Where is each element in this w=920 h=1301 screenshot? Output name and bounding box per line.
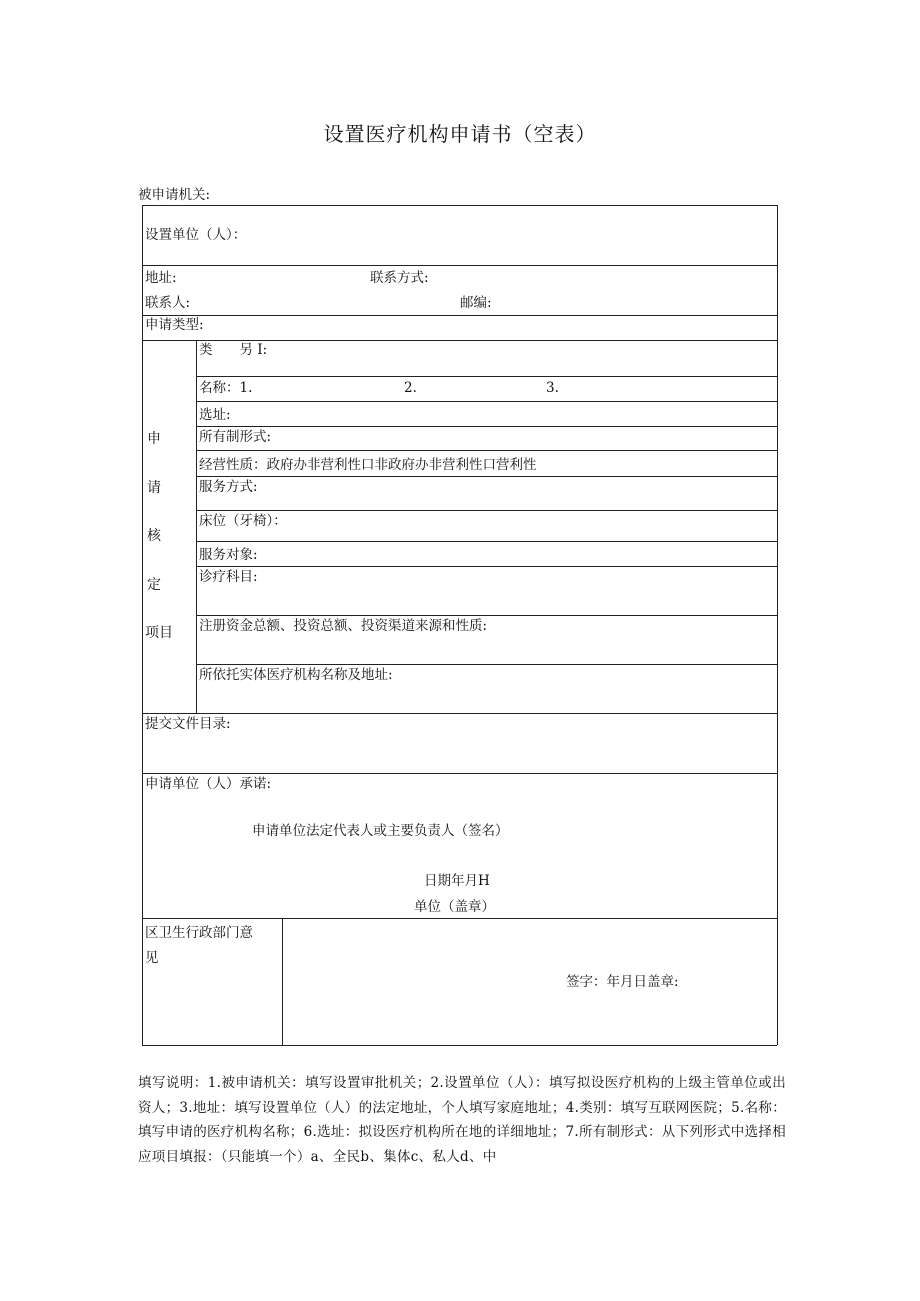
commitment-label: 申请单位（人）承诺: [145, 776, 272, 792]
unit-seal-label: 单位（盖章） [414, 899, 495, 915]
business-nature-label: 经营性质：政府办非营利性口非政府办非营利性口营利性 [199, 457, 537, 473]
side-label-char-3: 核 [147, 528, 161, 544]
side-label-char-2: 请 [147, 480, 161, 496]
clinical-depts-label: 诊疗科目: [199, 569, 258, 585]
ownership-label: 所有制形式: [199, 429, 272, 445]
service-mode-label: 服务方式: [199, 479, 258, 495]
applicant-authority-label: 被申请机关: [138, 187, 211, 203]
legal-rep-sign-label: 申请单位法定代表人或主要负责人（签名） [252, 823, 509, 839]
district-opinion-label-line2: 见 [145, 950, 159, 966]
postcode-label: 邮编: [460, 295, 492, 311]
documents-label: 提交文件目录: [145, 716, 231, 732]
contact-person-label: 联系人: [145, 295, 191, 311]
capital-label: 注册资金总额、投资总额、投资渠道来源和性质: [199, 618, 488, 634]
site-label: 选址: [199, 407, 231, 423]
beds-label: 床位（牙椅）： [199, 513, 287, 529]
setup-unit-label: 设置单位（人）： [145, 227, 247, 243]
category-label: 类 另 I: [199, 342, 268, 358]
district-opinion-label-line1: 区卫生行政部门意 [145, 925, 253, 941]
side-label-char-1: 申 [147, 431, 161, 447]
host-institution-label: 所依托实体医疗机构名称及地址: [199, 667, 393, 683]
name-slot-3: 3. [546, 380, 559, 396]
contact-method-label: 联系方式: [370, 270, 429, 286]
side-label-char-5: 项目 [145, 625, 173, 641]
page-title: 设置医疗机构申请书（空表） [323, 122, 597, 146]
name-slot-2: 2. [404, 380, 417, 396]
application-type-label: 申请类型: [145, 317, 204, 333]
name-label: 名称：1. [199, 380, 253, 396]
sign-date-seal-label: 签字：年月日盖章: [566, 974, 679, 990]
filling-instructions: 填写说明：1.被申请机关：填写设置审批机关；2.设置单位（人）：填写拟设医疗机构的上级主管单位或出资人；3.地址：填写设置单位（人）的法定地址，个人填写家庭地址；4.类别：填写互联网医院；5.名称：填写申请的医疗机构名称；6.选址：拟设医疗机构所在地的详细地址；7.所有制形式：从下列形式中选择相应项目填报：（只能填一个）a、全民b、集体c、私人d、中 [138, 1075, 786, 1165]
date-line: 日期年月H [424, 873, 490, 889]
service-target-label: 服务对象: [199, 547, 258, 563]
address-label: 地址: [145, 270, 177, 286]
side-label-char-4: 定 [147, 577, 161, 593]
